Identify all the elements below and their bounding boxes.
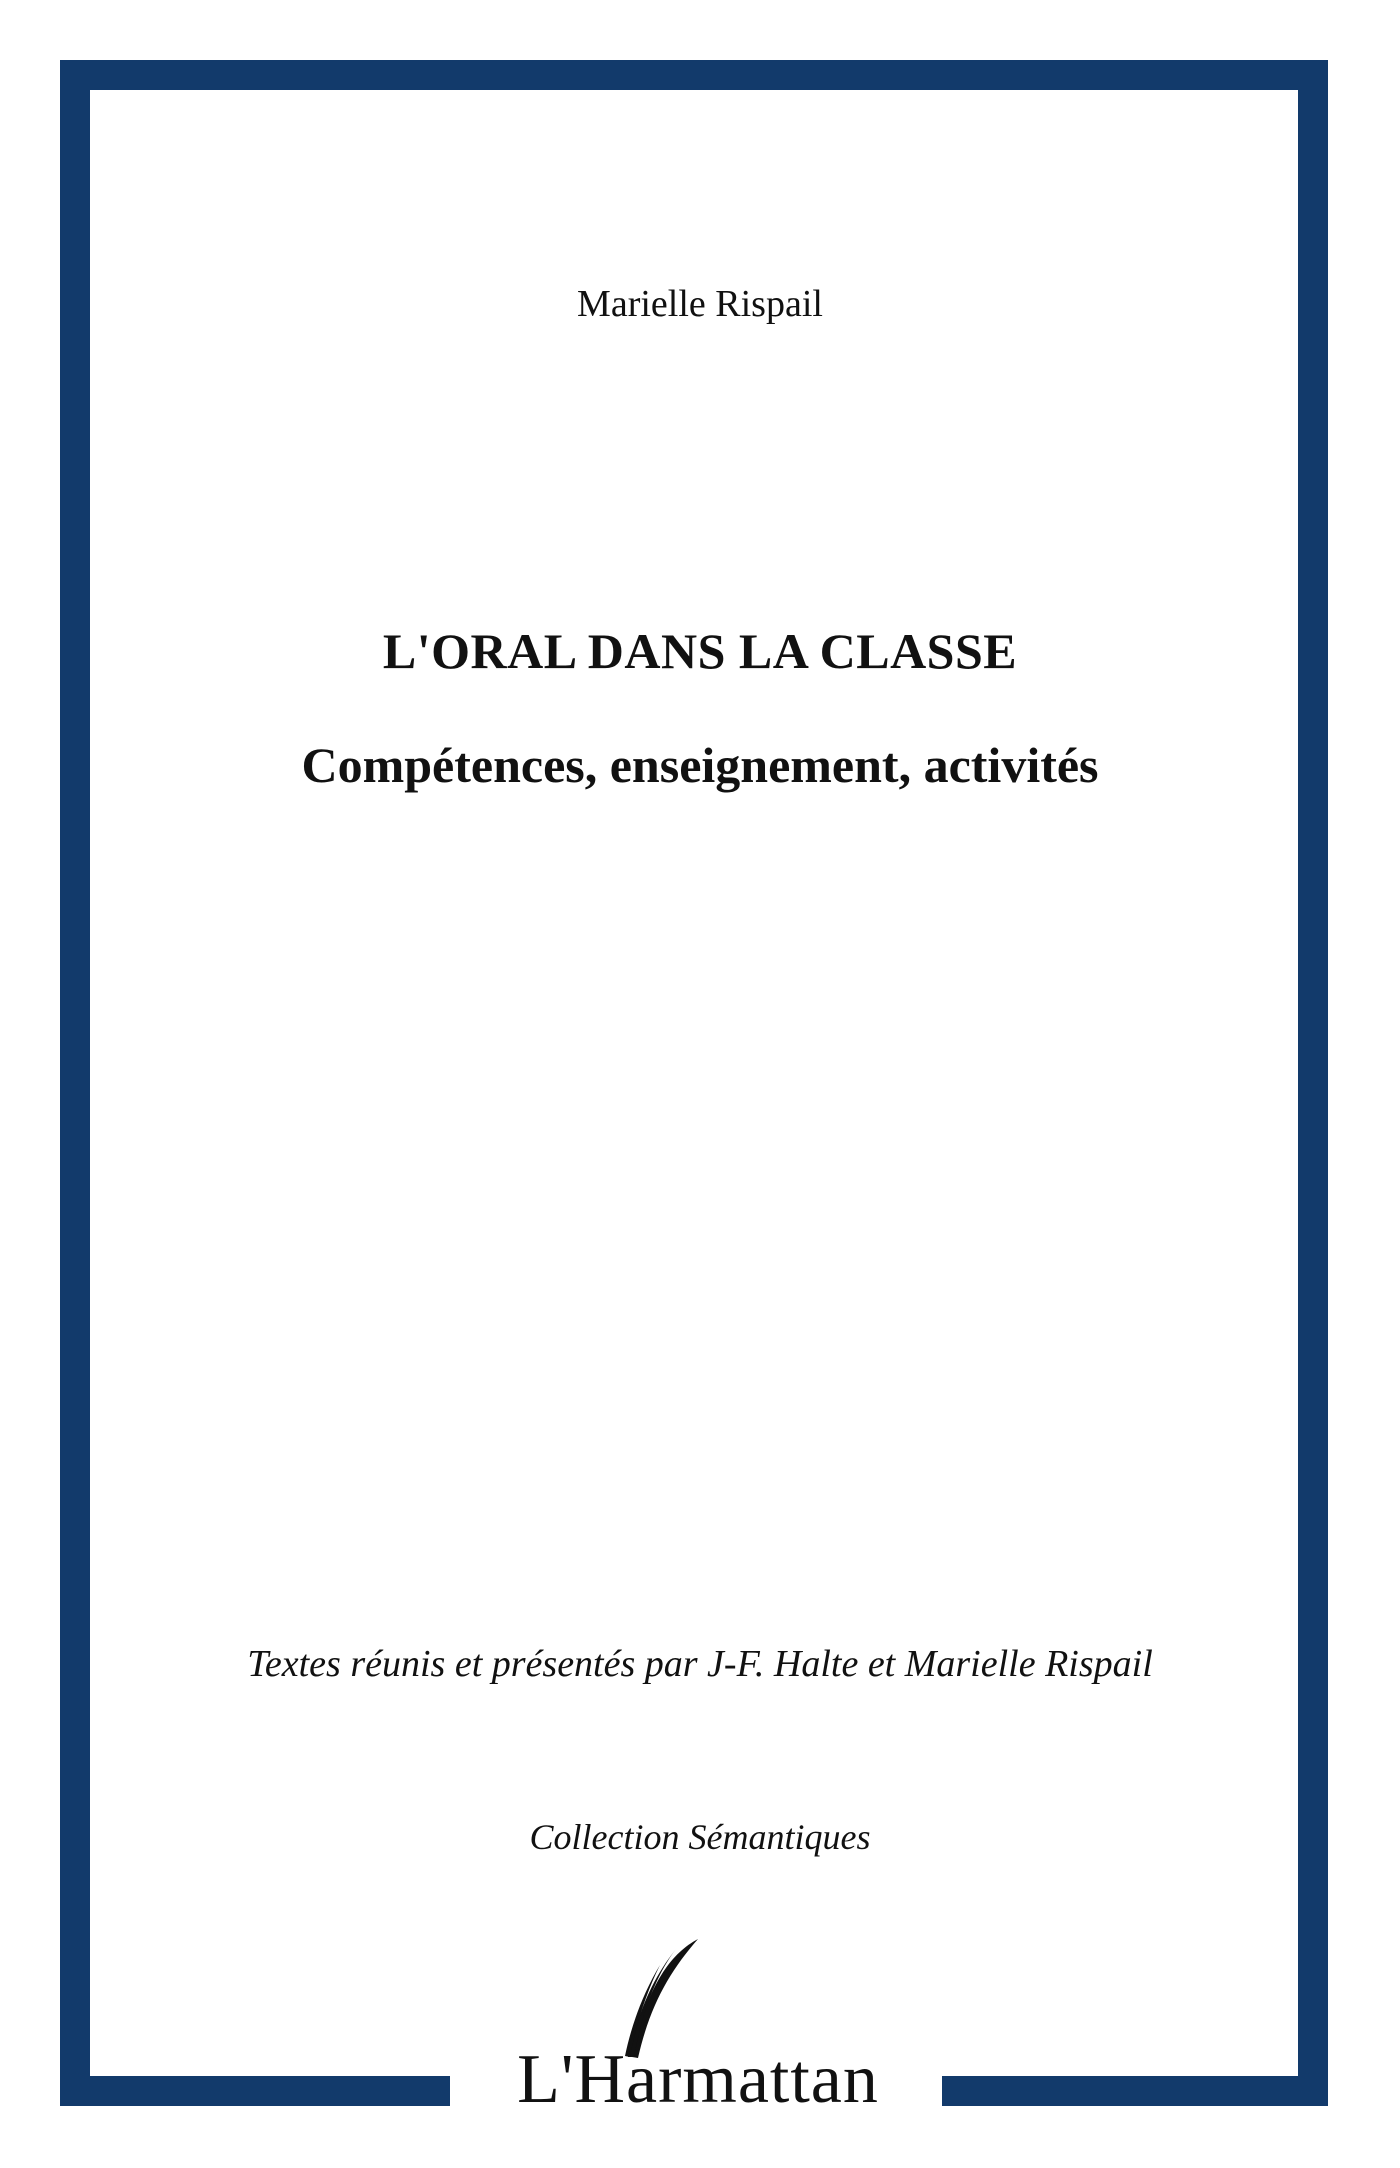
book-title: L'ORAL DANS LA CLASSE bbox=[382, 623, 1018, 679]
cover-frame-bottom-right bbox=[942, 2076, 1328, 2106]
editors-credit: Textes réunis et présentés par J-F. Halte et Marielle Rispail bbox=[247, 1643, 1153, 1685]
publisher-logo bbox=[488, 1935, 908, 2118]
book-subtitle: Compétences, enseignement, activités bbox=[301, 737, 1099, 793]
collection-name: Collection Sémantiques bbox=[529, 1817, 871, 1857]
cover-frame-bottom-left bbox=[60, 2076, 450, 2106]
cover-frame bbox=[60, 60, 1328, 2106]
publisher-name: L'Harmattan bbox=[517, 2041, 879, 2118]
author-name: Marielle Rispail bbox=[577, 283, 823, 325]
